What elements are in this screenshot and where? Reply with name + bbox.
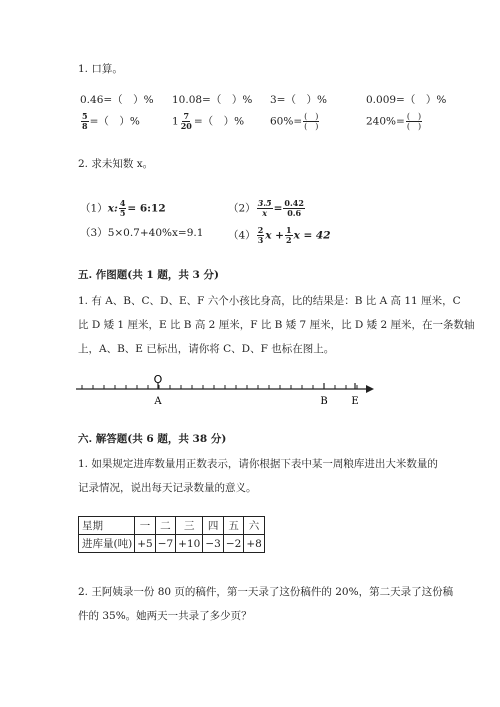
q1-item-8: 240%= $\frac{( )}{( )}$ <box>366 112 422 131</box>
table-header-cell: 一 <box>135 517 155 535</box>
table-cell: −3 <box>203 535 223 553</box>
q2-problem-1: （1）x: $\frac{4}{5}$ = 6:12 <box>80 198 166 218</box>
table-header-cell: 五 <box>223 517 243 535</box>
q1-title: 1. 口算。 <box>78 63 123 75</box>
section-5-line-3: 上，A、B、E 已标出，请你将 C、D、F 也标在图上。 <box>78 343 335 355</box>
number-line <box>70 370 380 410</box>
table-cell: −7 <box>155 535 175 553</box>
table-header-cell: 六 <box>244 517 264 535</box>
q2-problem-3: （3）5×0.7+40%x=9.1 <box>80 227 204 239</box>
section-6-heading: 六. 解答题(共 6 题，共 38 分) <box>78 433 227 445</box>
q1-item-4: 0.009=（ ）% <box>366 94 447 106</box>
table-header-cell: 二 <box>155 517 175 535</box>
table-row-label: 进库量(吨) <box>79 535 135 553</box>
table-header-row <box>79 517 265 535</box>
table-cell: +10 <box>176 535 203 553</box>
table-header-cell: 星期 <box>79 517 135 535</box>
section-5-heading: 五. 作图题(共 1 题，共 3 分) <box>78 269 219 281</box>
stock-table <box>78 516 265 553</box>
q1-item-6: 1 $\frac{7}{20}$ =（ ）% <box>172 111 245 131</box>
section-6-q2-line-1: 2. 王阿姨录一份 80 页的稿件，第一天录了这份稿件的 20%，第二天录了这份稿 <box>78 586 454 598</box>
label-e: E <box>351 396 359 407</box>
q1-item-3: 3=（ ）% <box>270 94 327 106</box>
label-b: B <box>320 396 328 407</box>
q2-title: 2. 求未知数 x。 <box>78 158 154 170</box>
section-5-line-2: 比 D 矮 1 厘米，E 比 B 高 2 厘米，F 比 B 矮 7 厘米，比 D 矮 2 厘米，在一条数轴 <box>78 319 475 331</box>
q1-item-2: 10.08=（ ）% <box>172 94 253 106</box>
q1-item-7: 60%= $\frac{( )}{( )}$ <box>270 112 319 131</box>
number-line-ticks <box>82 383 357 389</box>
section-6-q1-line-2: 记录情况，说出每天记录数量的意义。 <box>78 482 257 494</box>
number-line-arrow <box>366 385 374 393</box>
table-cell: +8 <box>244 535 264 553</box>
q2-problem-2: （2） $\frac{3.5}{x}$ = $\frac{0.42}{0.6}$ <box>228 198 304 218</box>
section-5-line-1: 1. 有 A、B、C、D、E、F 六个小孩比身高，比的结果是：B 比 A 高 11 厘米，C <box>78 295 461 307</box>
table-cell: −2 <box>223 535 243 553</box>
section-6-q1-line-1: 1. 如果规定进库数量用正数表示，请你根据下表中某一周粮库进出大米数量的 <box>78 458 438 470</box>
table-header-cell: 四 <box>203 517 223 535</box>
q1-item-1: 0.46=（ ）% <box>80 94 154 106</box>
label-a: A <box>154 396 162 407</box>
q2-problem-4: （4） $\frac{2}{3}$ x + $\frac{1}{2}$ x = 42 <box>228 225 331 245</box>
section-6-q2-line-2: 件的 35%。她两天一共录了多少页？ <box>78 610 252 622</box>
origin-label: O <box>153 373 163 386</box>
table-header-cell: 三 <box>176 517 203 535</box>
table-cell: +5 <box>135 535 155 553</box>
q1-item-5: $\frac{5}{8}$ =（ ）% <box>82 111 140 131</box>
table-row <box>79 535 265 553</box>
